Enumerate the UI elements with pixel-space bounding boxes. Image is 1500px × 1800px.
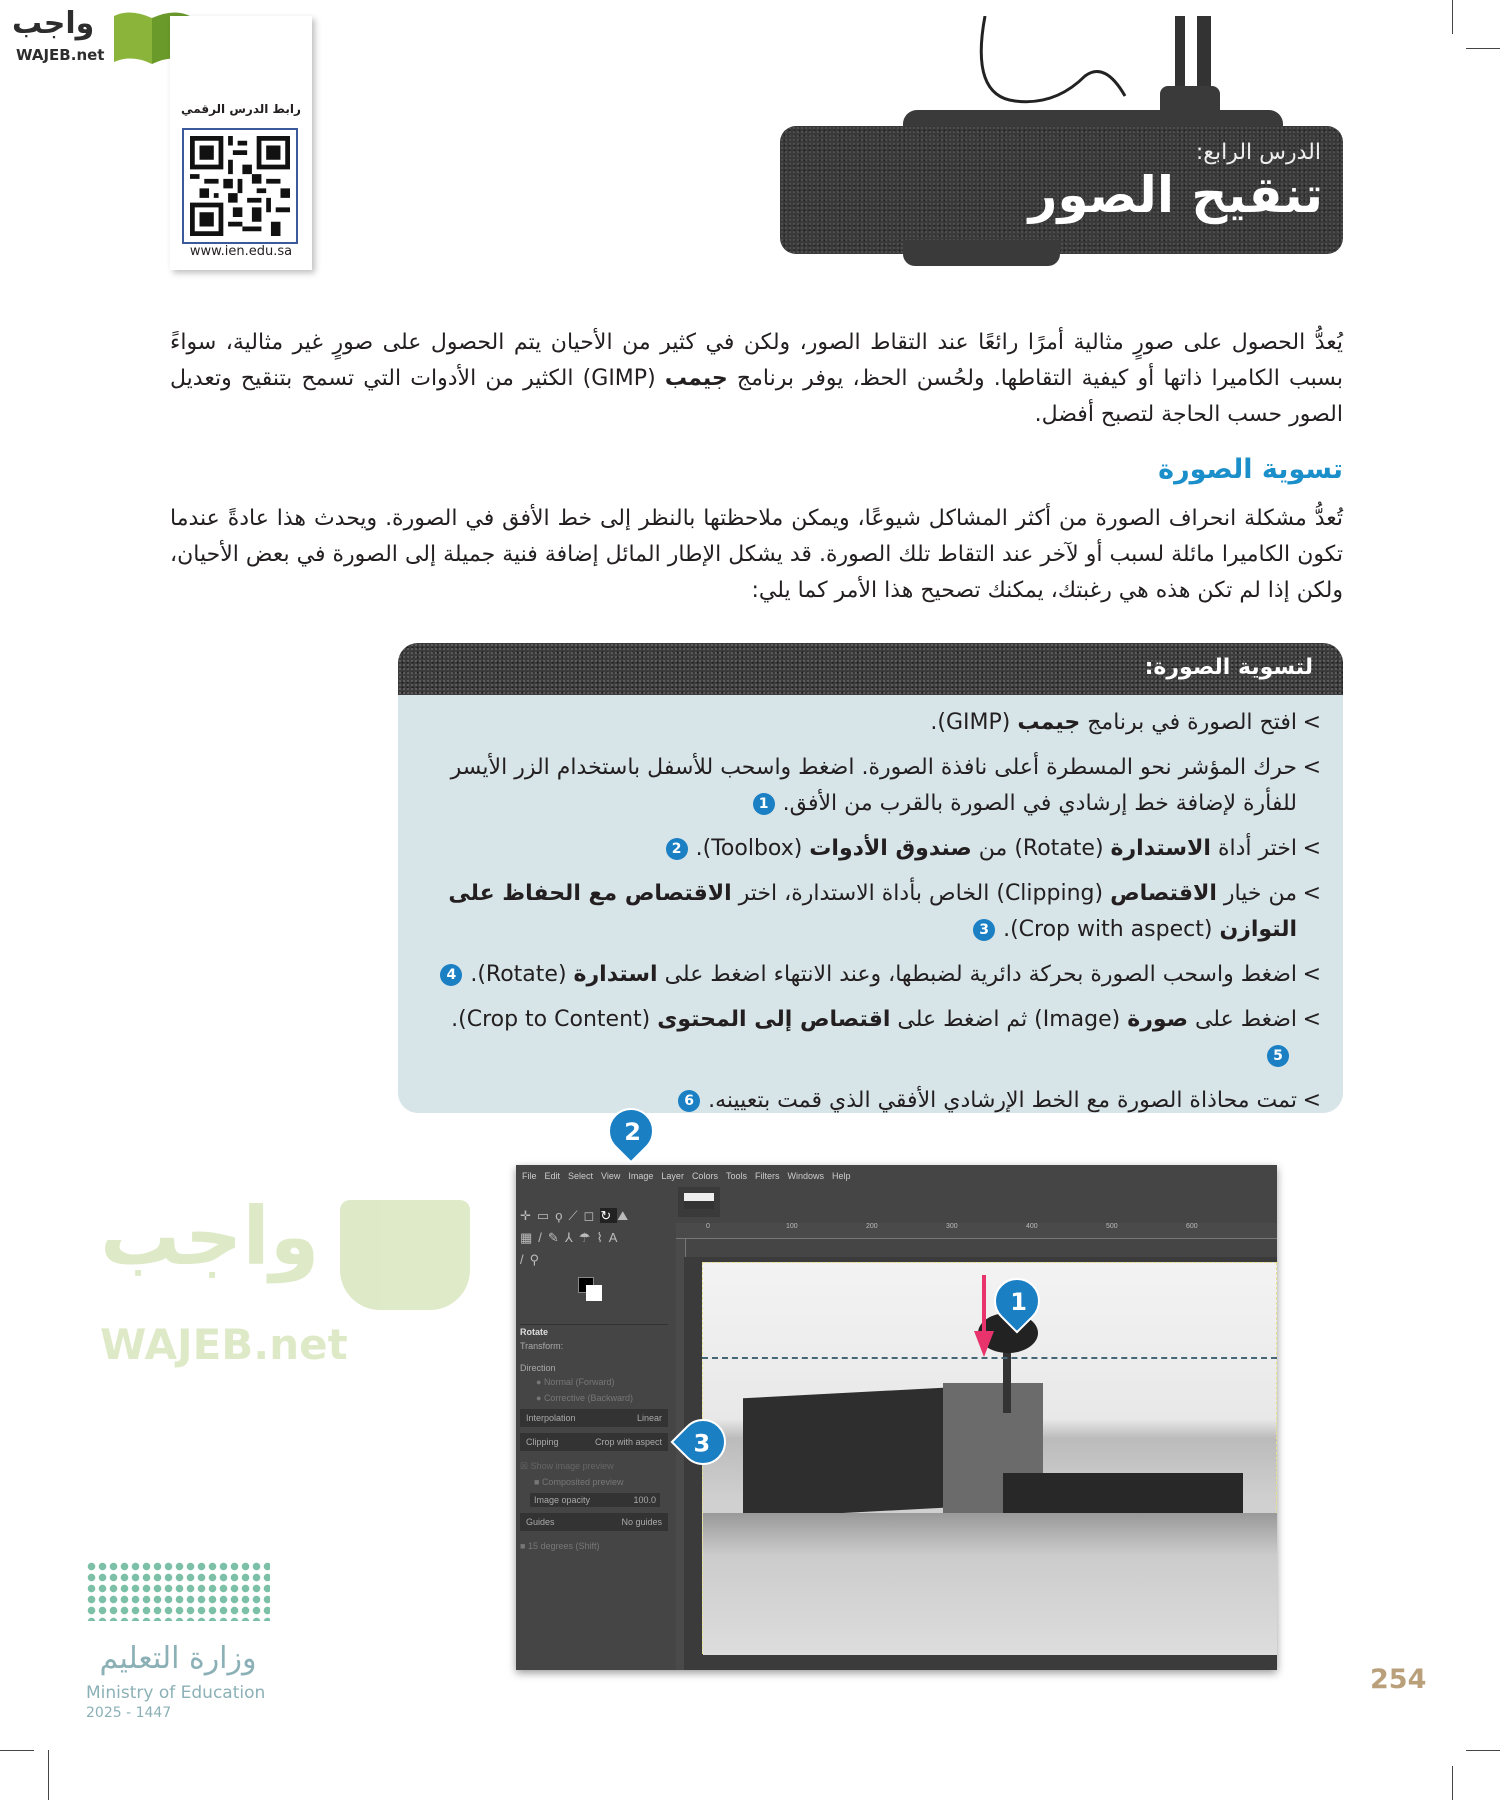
radio-normal[interactable]: ● Normal (Forward) xyxy=(536,1377,615,1387)
ministry-year: 2025 - 1447 xyxy=(86,1705,172,1721)
step-number-badge: 4 xyxy=(440,964,462,986)
menu-tools[interactable]: Tools xyxy=(725,1171,747,1181)
step-item xyxy=(428,831,1321,867)
callout-number: 3 xyxy=(693,1429,710,1458)
menu-help[interactable]: Help xyxy=(831,1171,851,1181)
crop-icon[interactable]: ◻ xyxy=(583,1208,601,1223)
step-text: (Image) ثم اضغط على xyxy=(890,1007,1128,1032)
step-text: (Crop to Content). xyxy=(451,1007,658,1032)
gimp-menubar xyxy=(522,1171,859,1181)
step-text: تمت محاذاة الصورة مع الخط الإرشادي الأفقي الذي قمت بتعيينه. xyxy=(708,1088,1297,1113)
degrees-checkbox[interactable]: ■ 15 degrees (Shift) xyxy=(520,1541,600,1551)
page-number: 254 xyxy=(1370,1664,1427,1695)
watermark xyxy=(90,1190,490,1390)
banner-tab xyxy=(903,240,1060,266)
steps-list xyxy=(398,695,1343,1113)
direction-label: Direction xyxy=(520,1363,556,1373)
ruler-tick: 500 xyxy=(1106,1223,1118,1230)
qr-card[interactable] xyxy=(170,16,312,270)
menu-filters[interactable]: Filters xyxy=(754,1171,780,1181)
step-item xyxy=(428,1083,1321,1113)
step-text: (Clipping) الخاص بأداة الاستدارة، اختر xyxy=(731,881,1111,906)
guides-value: No guides xyxy=(621,1517,662,1527)
steps-box-title: لتسوية الصورة: xyxy=(1144,655,1313,680)
ministry-logo xyxy=(86,1561,276,1726)
step-item xyxy=(428,750,1321,822)
steps-box-header xyxy=(398,643,1343,695)
section-paragraph: تُعدُّ مشكلة انحراف الصورة من أكثر المشاكل شيوعًا، ويمكن ملاحظتها بالنظر إلى خط الأفق في الصورة. ويحدث هذا عادةً عندما تكون الكاميرا مائلة لسبب أو لآخر عند التقاط تلك الصورة. قد يشكل الإطار المائل إضافة فنية جميلة إلى الصورة في بعض الأحيان، ولكن إذا لم تكن هذه هي رغبتك، يمكنك تصحيح هذا الأمر كما يلي: xyxy=(170,506,1343,603)
options-tabs xyxy=(520,1315,668,1325)
lesson-title: تنقيح الصور xyxy=(1028,166,1323,224)
step-number-badge: 5 xyxy=(1267,1045,1289,1067)
step-text: (Crop with aspect). xyxy=(1003,917,1220,942)
callout-number: 2 xyxy=(624,1118,641,1147)
transform-label: Transform: xyxy=(520,1341,564,1351)
step-text: (GIMP). xyxy=(930,710,1018,735)
ruler-tick: 600 xyxy=(1186,1223,1198,1230)
step-number-badge: 1 xyxy=(753,793,775,815)
crop-mark xyxy=(0,1750,34,1751)
gimp-screenshot xyxy=(516,1165,1277,1670)
fill-icon[interactable]: ▦ xyxy=(520,1230,539,1245)
ground xyxy=(703,1513,1277,1655)
fort-wall xyxy=(743,1388,943,1518)
pink-down-arrow-icon xyxy=(974,1275,994,1357)
step-bold: صندوق الأدوات xyxy=(809,836,972,861)
ruler-tick: 0 xyxy=(706,1223,710,1230)
show-preview-label: Show image preview xyxy=(530,1461,614,1471)
rotate-tool-icon[interactable]: ↻ xyxy=(600,1208,618,1223)
logo-arabic: واجب xyxy=(12,6,95,41)
step-bold: استدارة xyxy=(573,962,658,987)
step-item xyxy=(428,957,1321,993)
clipping-select[interactable] xyxy=(520,1433,668,1451)
watermark-latin: WAJEB.net xyxy=(100,1320,348,1369)
steps-box xyxy=(398,643,1343,1113)
step-text: اضغط واسحب الصورة بحركة دائرية لضبطها، وعند الانتهاء اضغط على xyxy=(657,962,1297,987)
text-tool-icon[interactable]: A xyxy=(608,1230,624,1245)
degrees-label: 15 degrees (Shift) xyxy=(527,1541,600,1551)
radio-normal-label: Normal (Forward) xyxy=(543,1377,615,1387)
step-text: (Rotate). xyxy=(470,962,574,987)
watermark-arabic: واجب xyxy=(100,1190,320,1283)
lesson-subtitle: الدرس الرابع: xyxy=(1195,140,1321,165)
clipping-value: Crop with aspect xyxy=(594,1437,662,1447)
step-bold: الاستدارة xyxy=(1110,836,1211,861)
ruler-tick: 100 xyxy=(786,1223,798,1230)
menu-edit[interactable]: Edit xyxy=(544,1171,561,1181)
qr-label: رابط الدرس الرقمي xyxy=(181,102,301,116)
intro-text-end: (GIMP) الكثير من الأدوات التي تسمح بتنقيح وتعديل الصور حسب الحاجة لتصبح أفضل. xyxy=(170,366,1343,427)
crop-mark xyxy=(1452,0,1453,34)
step-text: (Toolbox). xyxy=(695,836,810,861)
ruler-tick: 200 xyxy=(866,1223,878,1230)
step-text: حرك المؤشر نحو المسطرة أعلى نافذة الصورة. اضغط واسحب للأسفل باستخدام الزر الأيسر للفأرة لإضافة خط إرشادي في الصورة بالقرب من الأفق. xyxy=(450,755,1297,816)
step-bold: الاقتصاص مع الحفاظ على التوازن xyxy=(448,881,1297,942)
step-number-badge: 3 xyxy=(973,919,995,941)
menu-colors[interactable]: Colors xyxy=(691,1171,718,1181)
zoom-icon[interactable]: ⚲ xyxy=(529,1252,546,1267)
composited-label: Composited preview xyxy=(541,1477,624,1487)
logo-latin: WAJEB.net xyxy=(16,46,105,64)
crop-mark xyxy=(48,1750,49,1800)
interpolation-label: Interpolation xyxy=(526,1413,576,1423)
ruler-tick: 400 xyxy=(1026,1223,1038,1230)
ministry-arabic: وزارة التعليم xyxy=(99,1641,257,1676)
path-icon[interactable]: ⌇ xyxy=(596,1230,609,1245)
intro-text: يُعدُّ الحصول على صورٍ مثالية أمرًا رائعًا عند التقاط الصور، ولكن في كثير من الأحيان يتم الحصول على صورٍ غير مثالية، سواءً بسبب الكاميرا ذاتها أو كيفية التقاطها. ولحُسن الحظ، يوفر برنامج xyxy=(170,330,1343,391)
background-color[interactable] xyxy=(586,1285,602,1301)
crop-mark xyxy=(1466,48,1500,49)
brush-icon[interactable]: / xyxy=(538,1230,548,1245)
section-heading: تسوية الصورة xyxy=(1158,454,1343,485)
clipping-label: Clipping xyxy=(526,1437,559,1447)
radio-corrective[interactable]: ● Corrective (Backward) xyxy=(536,1393,633,1403)
composited-checkbox[interactable]: ■ Composited preview xyxy=(534,1477,624,1487)
step-text: (Rotate) من xyxy=(971,836,1111,861)
eraser-icon[interactable]: ✎ xyxy=(547,1230,565,1245)
rect-select-icon[interactable]: ▭ xyxy=(536,1208,556,1223)
step-item xyxy=(428,1002,1321,1074)
horizontal-guide[interactable] xyxy=(702,1357,1277,1359)
clone-icon[interactable]: ⅄ xyxy=(564,1230,579,1245)
menu-view[interactable]: View xyxy=(601,1171,621,1181)
horizontal-ruler[interactable] xyxy=(676,1223,1277,1239)
qr-code-icon[interactable] xyxy=(182,128,298,244)
interpolation-value: Linear xyxy=(636,1413,662,1423)
crop-mark xyxy=(1466,1750,1500,1751)
opacity-spinner[interactable] xyxy=(530,1493,660,1507)
move-tool-icon[interactable]: ✛ xyxy=(520,1208,537,1223)
show-preview-checkbox[interactable]: ☒ Show image preview xyxy=(520,1461,614,1471)
ministry-english: Ministry of Education xyxy=(86,1683,266,1703)
picker-icon[interactable]: / xyxy=(520,1252,530,1267)
lasso-icon[interactable]: ϙ xyxy=(555,1208,569,1223)
step-text: اضغط على xyxy=(1187,1007,1297,1032)
interpolation-select[interactable] xyxy=(520,1409,668,1427)
wajeb-logo xyxy=(8,6,193,68)
wand-icon[interactable]: ⟋ xyxy=(568,1208,584,1223)
step-bold: صورة xyxy=(1127,1007,1188,1032)
guides-label: Guides xyxy=(526,1517,555,1527)
crop-mark xyxy=(1452,1766,1453,1800)
callout-number: 1 xyxy=(1010,1288,1027,1317)
step-bold: جيمب xyxy=(1017,710,1081,735)
watermark-book-icon xyxy=(340,1200,470,1310)
tool-options-title: Rotate xyxy=(520,1327,549,1337)
opacity-value: 100.0 xyxy=(633,1495,656,1505)
image-tab-thumbnail[interactable] xyxy=(678,1187,720,1217)
step-number-badge: 2 xyxy=(666,838,688,860)
ruler-tick: 300 xyxy=(946,1223,958,1230)
opacity-label: Image opacity xyxy=(534,1495,591,1505)
intro-paragraph xyxy=(170,325,1343,433)
toolbox xyxy=(520,1205,668,1271)
guides-select[interactable] xyxy=(520,1513,668,1531)
intro-bold: جيمب xyxy=(664,366,728,391)
menu-layer[interactable]: Layer xyxy=(661,1171,684,1181)
step-bold: الاقتصاص xyxy=(1110,881,1217,906)
qr-url[interactable]: www.ien.edu.sa xyxy=(189,244,293,259)
step-text: اختر أداة xyxy=(1210,836,1297,861)
menu-image[interactable]: Image xyxy=(628,1171,654,1181)
radio-corrective-label: Corrective (Backward) xyxy=(543,1393,633,1403)
step-number-badge: 6 xyxy=(678,1090,700,1112)
ministry-dots-icon xyxy=(86,1561,270,1621)
warp-icon[interactable]: ⛰ xyxy=(617,1208,635,1223)
menu-file[interactable]: File xyxy=(522,1171,537,1181)
step-text: افتح الصورة في برنامج xyxy=(1080,710,1297,735)
menu-select[interactable]: Select xyxy=(568,1171,594,1181)
step-text: من خيار xyxy=(1216,881,1297,906)
step-item xyxy=(428,876,1321,948)
menu-windows[interactable]: Windows xyxy=(787,1171,824,1181)
smudge-icon[interactable]: ☂ xyxy=(578,1230,597,1245)
step-bold: اقتصاص إلى المحتوى xyxy=(657,1007,891,1032)
step-item xyxy=(428,705,1321,741)
lesson-banner xyxy=(780,126,1343,254)
